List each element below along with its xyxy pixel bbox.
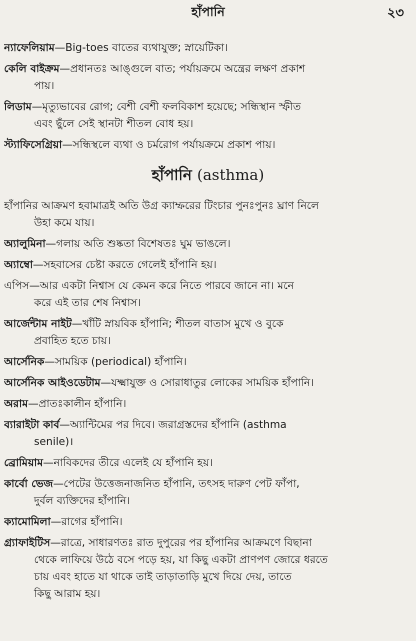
entry-first-line (4, 40, 402, 57)
entry-text: senile)। (34, 436, 74, 448)
entry-first-line (4, 278, 402, 295)
section-heading-en: (asthma) (197, 166, 265, 184)
entry-text: —রাগের হাঁপানি। (50, 516, 123, 528)
entry-first-line (4, 61, 402, 78)
running-title: হাঁপানি (191, 4, 225, 19)
entry-text: হাঁপানির আক্রমণ হবামাত্রই অতি উগ্র ক্যাম্ফরের টিংচার পুনঃপুনঃ ঘ্রাণ নিলে (4, 200, 319, 212)
section-heading (0, 164, 416, 186)
entries-after (0, 198, 416, 603)
entry-continuation-line (4, 569, 402, 586)
remedy-name: অ্যাম্বো (4, 259, 33, 271)
entry-text: —অ্যান্টিমের পর দিবে। জরাগ্রস্তদের হাঁপানি (asthma (59, 419, 287, 431)
entry-first-line (4, 535, 402, 552)
section-heading-bn: হাঁপানি (151, 166, 192, 184)
remedy-entry (0, 476, 416, 510)
entry-continuation-line (4, 333, 402, 350)
remedy-entry (0, 455, 416, 472)
remedy-name: কার্বো ভেজ (4, 478, 54, 490)
entry-first-line (4, 257, 402, 274)
entry-text: —পেটের উত্তেজনাজনিত হাঁপানি, তৎসহ দারুণ পেট ফাঁপা, (53, 478, 300, 490)
remedy-entry (0, 417, 416, 451)
entry-continuation-line (4, 586, 402, 603)
remedy-entry (0, 198, 416, 232)
entry-first-line (4, 396, 402, 413)
remedy-entry (0, 396, 416, 413)
entry-first-line (4, 455, 402, 472)
entry-first-line (4, 198, 402, 215)
remedy-entry (0, 257, 416, 274)
remedy-entry (0, 514, 416, 531)
entry-first-line (4, 137, 402, 154)
entry-text: —যক্ষ্মাযুক্ত ও সোরাধাতুর লোকের সাময়িক হাঁপানি। (100, 377, 315, 389)
entry-text: —গলায় অতি শুষ্কতা বিশেষতঃ ঘুম ভাঙলে। (45, 238, 231, 250)
remedy-name: ব্যারাইটা কার্ব (4, 419, 60, 431)
remedy-entry (0, 316, 416, 350)
entry-text: থেকে লাফিয়ে উঠে বসে পড়ে হয়, যা কিছু একটা প্রাণপণ জোরে ধরতে (34, 554, 328, 566)
remedy-name: অরাম (4, 398, 28, 410)
entry-continuation-line (4, 552, 402, 569)
entry-first-line (4, 476, 402, 493)
entry-first-line (4, 514, 402, 531)
entry-text: দুর্বল ব্যক্তিদের হাঁপানি। (34, 495, 131, 507)
entry-first-line (4, 375, 402, 392)
remedy-name: স্ট্যাফিসেগ্রিয়া (4, 139, 63, 151)
remedy-entry (0, 99, 416, 133)
remedy-name: আর্জেন্টাম নাইট (4, 318, 72, 330)
entries (0, 40, 416, 607)
entry-text: —প্রাতঃকালীন হাঁপানি। (27, 398, 127, 410)
remedy-name: আর্সেনিক আইওডেটাম (4, 377, 101, 389)
entry-text: —Big-toes বাতের ব্যথাযুক্ত; স্নায়েটিকা। (54, 42, 228, 54)
remedy-entry (0, 375, 416, 392)
entry-first-line (4, 417, 402, 434)
remedy-entry (0, 61, 416, 95)
entry-continuation-line (4, 434, 402, 451)
remedy-entry (0, 278, 416, 312)
remedy-name: অ্যালুমিনা (4, 238, 46, 250)
entry-text: উহা কমে যায়। (34, 217, 95, 229)
entry-text: —রাত্রে, সাধারণতঃ রাত দুপুরের পর হাঁপানির আক্রমণে বিছানা (50, 537, 312, 549)
entry-text: —সাময়িক (periodical) হাঁপানি। (44, 356, 187, 368)
entry-text: —নাবিকদের তীরে এলেই যে হাঁপানি হয়। (43, 457, 213, 469)
entry-text: কিছু আরাম হয়। (34, 588, 101, 600)
remedy-name: ক্যামোমিলা (4, 516, 51, 528)
entry-text: —সহবাসের চেষ্টা করতে গেলেই হাঁপানি হয়। (32, 259, 217, 271)
entry-text: —খাঁটি স্নায়বিক হাঁপানি; শীতল বাতাস মুখে ও বুকে (71, 318, 284, 330)
entry-first-line (4, 316, 402, 333)
entry-text: —সন্ধিস্থলে ব্যথা ও চর্মরোগ পর্যায়ক্রমে প্রকাশ পায়। (62, 139, 276, 151)
remedy-name: লিডাম (4, 101, 32, 113)
entry-text: এপিস—আর একটা নিশ্বাস যে কেমন করে নিতে পারবে জানে না। মনে (4, 280, 294, 292)
entry-first-line (4, 354, 402, 371)
remedy-entry (0, 535, 416, 603)
remedy-entry (0, 40, 416, 57)
remedy-name: আর্সেনিক (4, 356, 45, 368)
remedy-entry (0, 137, 416, 154)
remedy-name: গ্র্যাফাইটিস (4, 537, 51, 549)
remedy-entry (0, 354, 416, 371)
entry-continuation-line (4, 493, 402, 510)
remedy-name: ন্যাফেলিয়াম (4, 42, 55, 54)
entry-continuation-line (4, 78, 402, 95)
entry-text: করে এই তার শেষ নিশ্বাস। (34, 297, 142, 309)
entries-before (0, 40, 416, 154)
entry-text: চায় এবং হাতে যা থাকে তাই তাড়াতাড়ি মুখে দিয়ে দেয়, তাতে (34, 571, 292, 583)
entry-continuation-line (4, 215, 402, 232)
entry-text: —প্রধানতঃ আঙ্গুলে বাত; পর্যায়ক্রমে অন্ত্রের লক্ষণ প্রকাশ (59, 63, 306, 75)
remedy-name: ব্রোমিয়াম (4, 457, 44, 469)
entry-text: পায়। (34, 80, 55, 92)
entry-continuation-line (4, 295, 402, 312)
page-number: ২৩ (387, 6, 404, 21)
entry-text: প্রবাহিত হতে চায়। (34, 335, 111, 347)
remedy-name: কেলি বাইক্রম (4, 63, 60, 75)
entry-first-line (4, 99, 402, 116)
remedy-entry (0, 236, 416, 253)
entry-continuation-line (4, 116, 402, 133)
page-header (0, 2, 416, 22)
entry-text: —মৃত্যুভাবের রোগ; বেশী বেশী ফলবিকাশ হয়েছে; সন্ধিস্থান স্ফীত (31, 101, 301, 113)
entry-first-line (4, 236, 402, 253)
entry-text: এবং ছুঁলে সেই স্থানটা শীতল বোধ হয়। (34, 118, 194, 130)
